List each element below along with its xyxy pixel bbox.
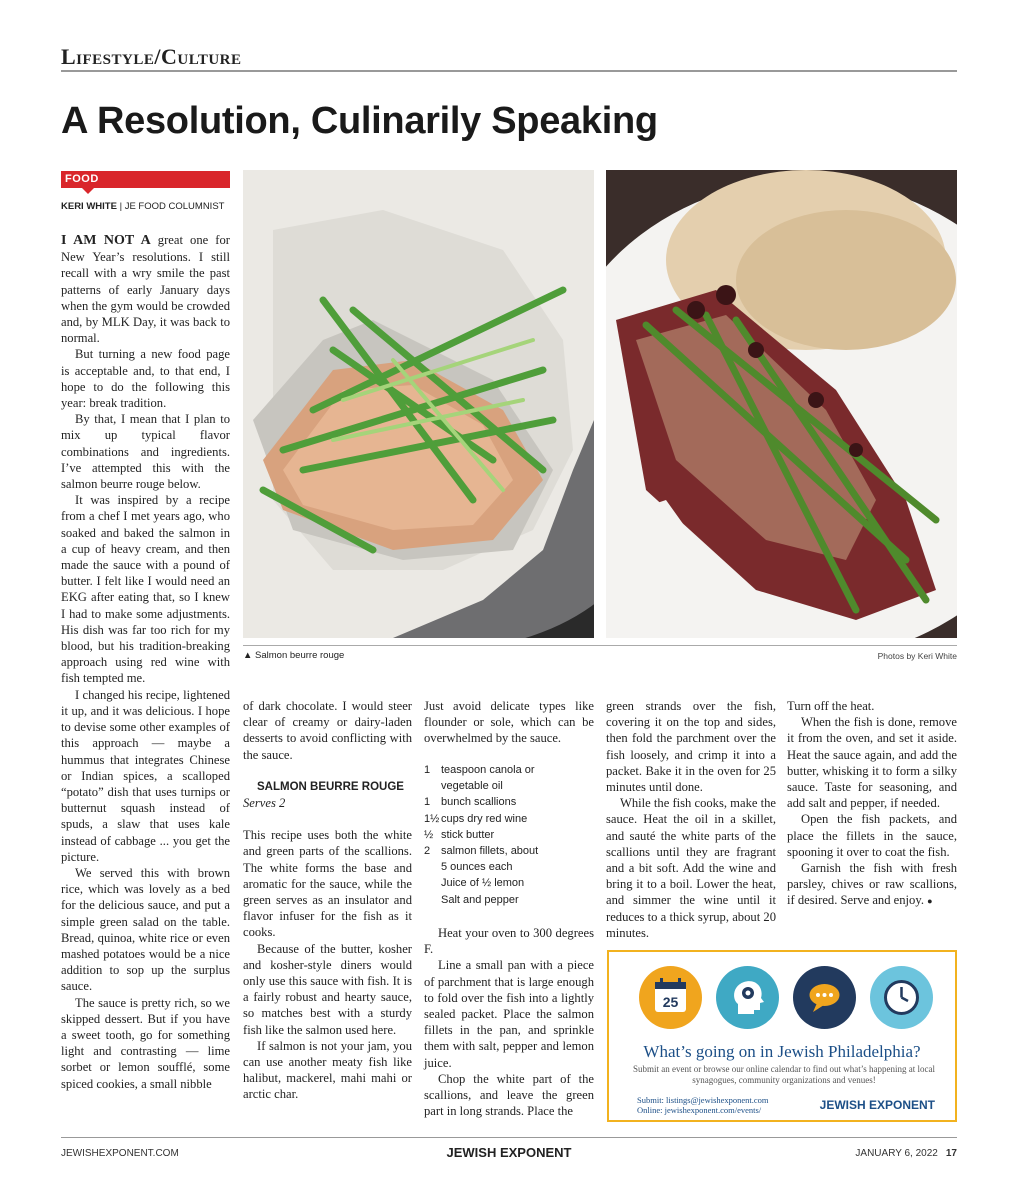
ingredient-row bbox=[424, 762, 594, 778]
photo-salmon-parchment bbox=[243, 170, 594, 638]
article-paragraph bbox=[787, 860, 957, 910]
article-paragraph: By that, I mean that I plan to mix up typical flavor combinations and ingredients. I’ve attempted this with the salmon beurre rouge below. bbox=[61, 412, 230, 492]
ingredient-row bbox=[424, 843, 594, 859]
section-header: Lifestyle/Culture bbox=[61, 44, 242, 69]
ingredient-text: salmon fillets, about bbox=[441, 845, 539, 858]
article-paragraph: But turning a new food page is acceptable and, to that end, I hope to do the following this year: break tradition. bbox=[61, 347, 230, 411]
ingredient-quantity: 1½ bbox=[424, 812, 440, 825]
article-paragraph: It was inspired by a recipe from a chef I met years ago, who soaked and baked the salmon in a cup of heavy cream, and then made the sauce with a pound of butter. I felt like I would need an EKG after eating that, so I knew I had to make some adjustments. His dish was far too rich for my blood, but his tradition-breaking approach using red wine with fish tempted me. bbox=[61, 493, 230, 686]
end-mark: ● bbox=[927, 896, 933, 907]
ingredient-row bbox=[424, 811, 594, 827]
caption-rule bbox=[243, 645, 957, 646]
byline bbox=[61, 201, 224, 212]
food-tag: FOOD bbox=[61, 171, 230, 188]
article-column-1 bbox=[61, 232, 230, 1092]
article-paragraph: Open the fish packets, and place the fillets in the sauce, spooning it over to coat the fish. bbox=[787, 812, 957, 859]
ingredient-quantity: 1 bbox=[424, 764, 431, 776]
events-calendar-ad[interactable] bbox=[607, 950, 957, 1122]
ingredient-row bbox=[424, 859, 594, 875]
ingredient-quantity: 2 bbox=[424, 845, 431, 858]
ingredient-quantity: 1 bbox=[424, 796, 431, 809]
footer-paper-name: JEWISH EXPONENT bbox=[446, 1145, 572, 1160]
ingredient-text: stick butter bbox=[441, 828, 495, 841]
ingredient-text: Juice of ½ lemon bbox=[441, 877, 525, 890]
article-paragraph: Chop the white part of the scallions, and leave the green part in long strands. Place the bbox=[424, 1071, 594, 1119]
section-rule bbox=[61, 70, 957, 72]
ingredient-quantity bbox=[424, 892, 441, 908]
ingredient-row bbox=[424, 827, 594, 843]
photo-credit: Photos by Keri White bbox=[877, 651, 957, 661]
article-column-2 bbox=[243, 698, 412, 1103]
ingredient-text: cups dry red wine bbox=[441, 812, 528, 825]
article-paragraph: We served this with brown rice, which was lovely as a bed for the delicious sauce, and put a simple green salad on the table. Bread, quinoa, white rice or even mashed potatoes would be a nice addition to sop up the surplus sauce. bbox=[61, 865, 230, 994]
ad-contact bbox=[637, 1095, 769, 1115]
salmon-parchment-image bbox=[243, 170, 594, 638]
salmon-plated-image bbox=[606, 170, 957, 638]
ingredient-quantity: ½ bbox=[424, 828, 434, 841]
footer-date-page bbox=[855, 1148, 957, 1159]
article-paragraph: The sauce is pretty rich, so we skipped dessert. But if you have a sweet tooth, go for something light and contrasting — lime sorbet or lemon soufflé, some spiced cookies, a small nibble bbox=[61, 995, 230, 1091]
ad-text: Submit an event or browse our online calendar to find out what’s happening at local synagogues, community organizations and venues! bbox=[633, 1064, 935, 1085]
food-tag-arrow bbox=[82, 188, 94, 194]
recipe-title: SALMON BEURRE ROUGE bbox=[257, 780, 404, 793]
article-paragraph bbox=[61, 232, 230, 346]
footer-rule bbox=[61, 1137, 957, 1138]
ingredient-quantity bbox=[424, 875, 441, 891]
ingredient-text: 5 ounces each bbox=[441, 861, 513, 874]
article-paragraph: of dark chocolate. I would steer clear of creamy or dairy-laden desserts to avoid conflicting with the sauce. bbox=[243, 699, 412, 762]
calendar-number: 25 bbox=[662, 994, 679, 1010]
idea-head-icon bbox=[716, 966, 779, 1029]
photo-caption: ▲ Salmon beurre rouge bbox=[243, 650, 345, 661]
article-column-5 bbox=[787, 698, 957, 910]
chat-bubble-icon bbox=[793, 966, 856, 1029]
ingredient-list bbox=[424, 762, 594, 908]
ad-online-link[interactable]: Online: jewishexponent.com/events/ bbox=[637, 1105, 762, 1115]
ingredient-row bbox=[424, 892, 594, 908]
article-paragraph: Line a small pan with a piece of parchment that is large enough to fold over the fish into a lightly sealed packet. Place the salmon fillets in the pan, and sprinkle them with salt, pepper and lemon juice. bbox=[424, 958, 594, 1070]
byline-author: KERI WHITE bbox=[61, 201, 117, 212]
ingredient-text: vegetable oil bbox=[441, 780, 503, 793]
article-column-3 bbox=[424, 698, 594, 747]
article-paragraph: Turn off the heat. bbox=[787, 699, 875, 713]
article-paragraph: This recipe uses both the white and green parts of the scallions. The white forms the base and aromatic for the sauce, while the green serves as an insulator and flavor infuser for the fish as it cooks. bbox=[243, 828, 412, 940]
article-paragraph: While the fish cooks, make the sauce. Heat the oil in a skillet, and sauté the white parts of the scallions until they are fragrant and a bit soft. Add the wine and bring it to a boil. Lower the heat, and simmer the wine until it reduces to a thick syrup, about 20 minutes. bbox=[606, 796, 776, 940]
recipe-serves: Serves 2 bbox=[243, 796, 286, 811]
article-paragraph: If salmon is not your jam, you can use another meaty fish like halibut, mackerel, mahi mahi or arctic char. bbox=[243, 1038, 412, 1102]
footer-date: JANUARY 6, 2022 bbox=[855, 1148, 938, 1159]
article-paragraph: When the fish is done, remove it from the oven, and set it aside. Heat the sauce again, and add the butter, whisking it to form a silky sauce. Taste for seasoning, and add salt and pepper, if needed. bbox=[787, 715, 957, 811]
ingredient-row bbox=[424, 875, 594, 891]
ingredient-row bbox=[424, 778, 594, 794]
jewish-exponent-logo: JEWISH EXPONENT bbox=[819, 1098, 935, 1112]
ingredient-text: bunch scallions bbox=[441, 796, 517, 809]
paragraph-text: great one for New Year’s resolutions. I still recall with a wry smile the past patterns of early January days when the gym would be crowded and, by MLK Day, it was back to normal. bbox=[61, 233, 230, 346]
article-paragraph: Heat your oven to 300 degrees F. bbox=[424, 926, 594, 957]
ad-icons bbox=[639, 966, 933, 1029]
ingredient-text: teaspoon canola or bbox=[441, 764, 535, 776]
article-paragraph: green strands over the fish, covering it on the top and sides, then fold the parchment over the fish loosely, and crimp it into a packet. Bake it in the oven for 25 minutes until done. bbox=[606, 699, 776, 795]
article-column-4 bbox=[606, 698, 776, 941]
clock-icon bbox=[870, 966, 933, 1029]
page-number: 17 bbox=[945, 1148, 957, 1159]
paragraph-text: Garnish the fish with fresh parsley, chives or raw scallions, if desired. Serve and enjoy. bbox=[787, 861, 957, 908]
article-paragraph: Because of the butter, kosher and kosher-style diners would only use this sauce with fish. It is a fairly robust and hearty sauce, so matches best with a sturdy fish like the salmon used here. bbox=[243, 941, 412, 1037]
footer-website[interactable]: JEWISHEXPONENT.COM bbox=[61, 1148, 179, 1159]
calendar-icon bbox=[639, 966, 702, 1029]
article-paragraph: I changed his recipe, lightened it up, and it was delicious. I hope to devise some other examples of this approach — maybe a hummus that integrates Chinese or Indian spices, a scalloped “potato” dish that uses turnips or butternut squash instead of spuds, a slaw that uses kale instead of cabbage ... you get the picture. bbox=[61, 687, 230, 864]
ad-submit-email[interactable]: Submit: listings@jewishexponent.com bbox=[637, 1095, 769, 1105]
ingredient-row bbox=[424, 794, 594, 810]
article-paragraph: Just avoid delicate types like flounder or sole, which can be overwhelmed by the sauce. bbox=[424, 699, 594, 746]
ad-title: What’s going on in Jewish Philadelphia? bbox=[643, 1042, 921, 1061]
headline: A Resolution, Culinarily Speaking bbox=[61, 100, 658, 142]
ingredient-text: Salt and pepper bbox=[441, 893, 519, 906]
byline-role: | JE FOOD COLUMNIST bbox=[119, 201, 225, 212]
lead-in: I AM NOT A bbox=[61, 233, 151, 248]
article-column-3-cont bbox=[424, 925, 594, 1119]
photo-salmon-plated bbox=[606, 170, 957, 638]
